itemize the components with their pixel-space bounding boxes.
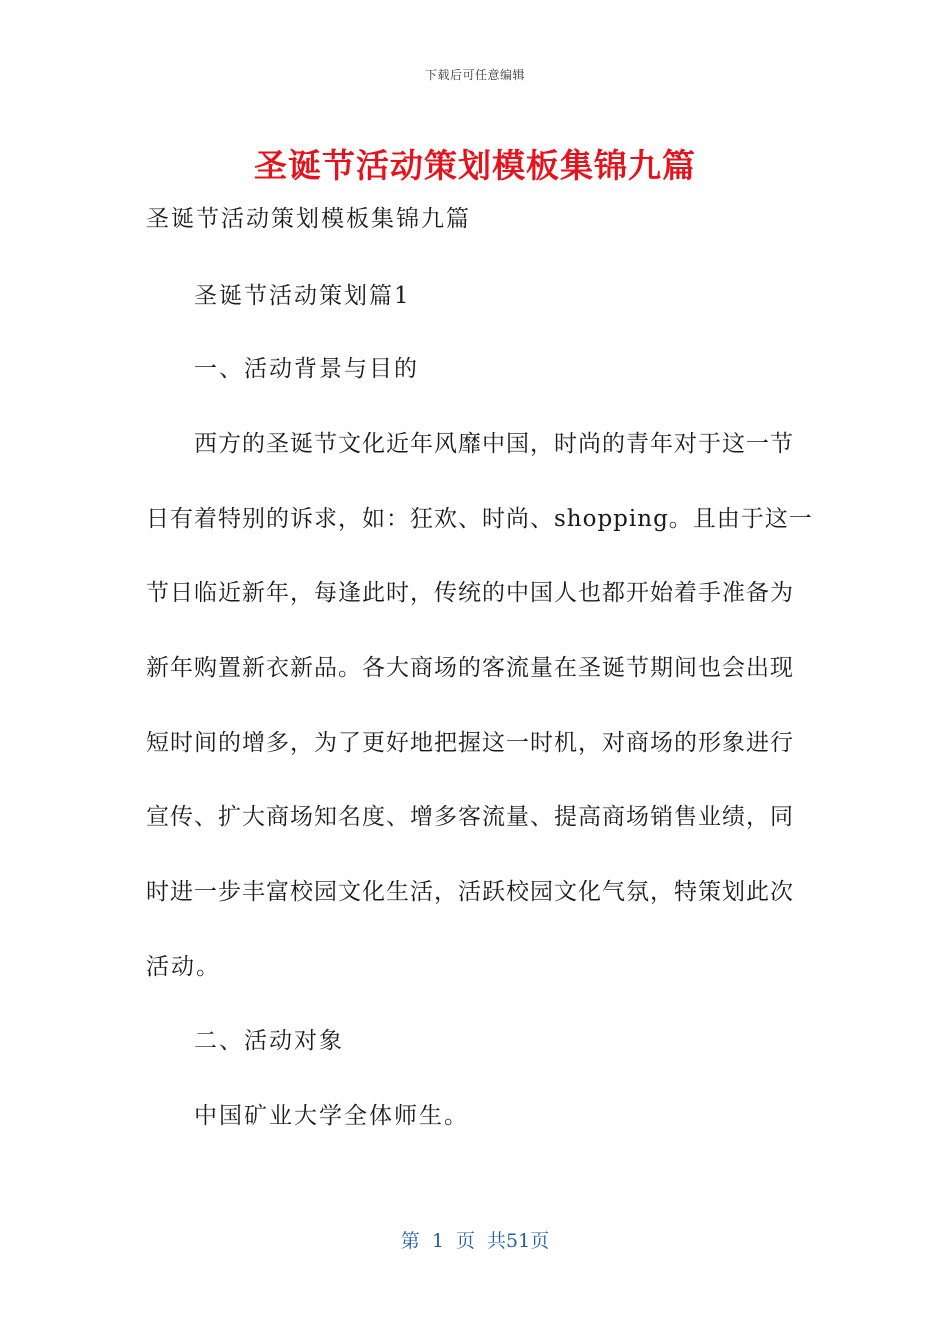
footer-suffix: 页: [530, 1230, 550, 1252]
footer-prefix: 第: [400, 1230, 420, 1252]
paragraph-line: 西方的圣诞节文化近年风靡中国，时尚的青年对于这一节: [194, 431, 794, 457]
subsection-heading: 二、活动对象: [194, 1028, 344, 1054]
paragraph-line: 日有着特别的诉求，如：狂欢、时尚、shopping。且由于这一: [146, 506, 813, 532]
paragraph-line: 节日临近新年，每逢此时，传统的中国人也都开始着手准备为: [146, 580, 794, 606]
page-footer: [0, 1226, 950, 1253]
total-page-count: 51: [506, 1230, 531, 1252]
paragraph-line: 宣传、扩大商场知名度、增多客流量、提高商场销售业绩，同: [146, 804, 794, 830]
paragraph-line: 中国矿业大学全体师生。: [194, 1103, 469, 1129]
header-note: 下载后可任意编辑: [424, 68, 525, 82]
paragraph-line: 短时间的增多，为了更好地把握这一时机，对商场的形象进行: [146, 730, 794, 756]
paragraph-line: 时进一步丰富校园文化生活，活跃校园文化气氛，特策划此次: [146, 879, 794, 905]
footer-middle: 页 共: [455, 1230, 507, 1252]
subsection-heading: 一、活动背景与目的: [194, 356, 419, 382]
subtitle-line: 圣诞节活动策划模板集锦九篇: [146, 206, 471, 232]
section-heading: 圣诞节活动策划篇1: [194, 283, 411, 309]
document-title: 圣诞节活动策划模板集锦九篇: [254, 146, 696, 185]
current-page-number: 1: [431, 1230, 444, 1252]
paragraph-line: 新年购置新衣新品。各大商场的客流量在圣诞节期间也会出现: [146, 655, 794, 681]
paragraph-line: 活动。: [146, 954, 221, 980]
